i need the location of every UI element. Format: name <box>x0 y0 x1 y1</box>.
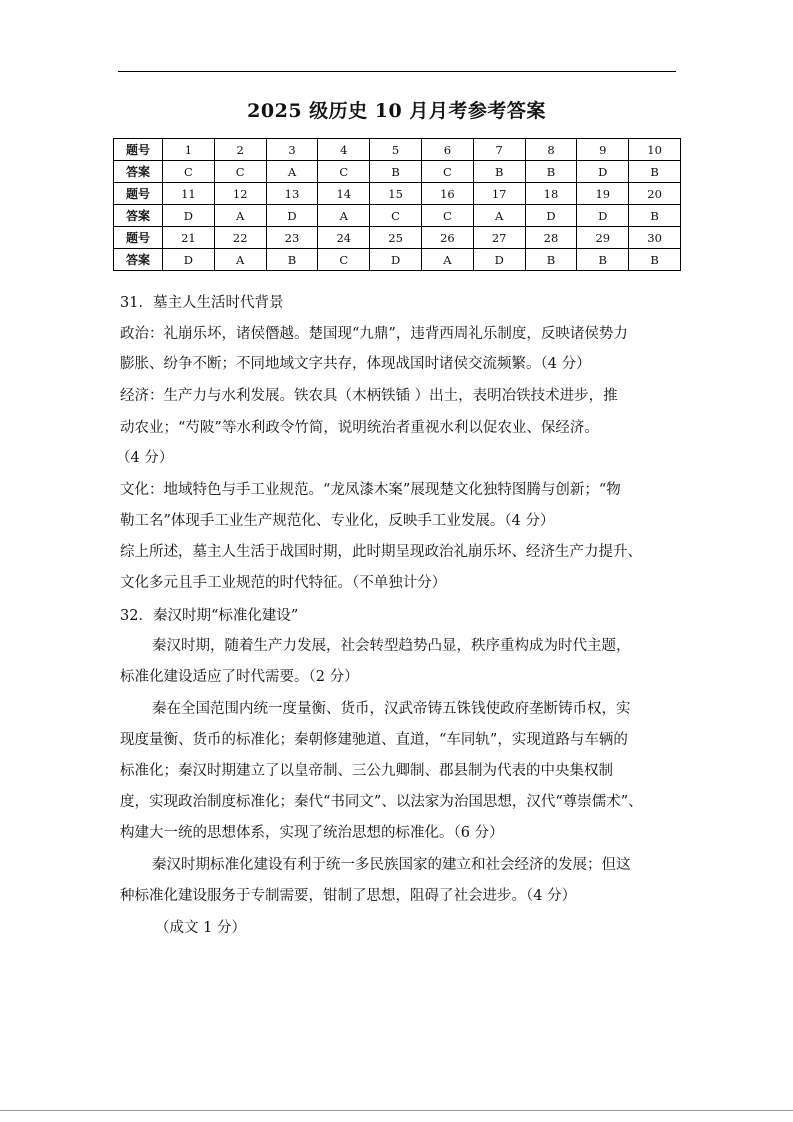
table-cell: 9 <box>577 139 629 161</box>
table-cell: 11 <box>163 183 215 205</box>
row-label-answer: 答案 <box>114 249 163 271</box>
q31-text-line: 经济：生产力与水利发展。铁农具（木柄铁锸 ）出土，表明冶铁技术进步，推 <box>120 388 618 404</box>
table-cell: 19 <box>577 183 629 205</box>
table-cell: 5 <box>370 139 422 161</box>
table-cell: 16 <box>421 183 473 205</box>
q32-text-line: 现度量衡、货币的标准化；秦朝修建驰道、直道，“车同轨”，实现道路与车辆的 <box>120 732 628 748</box>
q31-text-line: 勒工名”体现手工业生产规范化、专业化，反映手工业发展。（4 分） <box>120 513 555 529</box>
table-cell: C <box>318 249 370 271</box>
table-cell: 30 <box>629 227 681 249</box>
q31-text-line: 综上所述，墓主人生活于战国时期，此时期呈现政治礼崩乐坏、经济生产力提升、 <box>120 544 642 560</box>
table-row-numbers <box>114 183 681 205</box>
table-cell: C <box>421 161 473 183</box>
q32-text-line: （成文 1 分） <box>155 920 246 936</box>
q31-text-line: 膨胀、纷争不断；不同地域文字共存，体现战国时诸侯交流频繁。（4 分） <box>120 356 591 372</box>
table-cell: B <box>266 249 318 271</box>
row-label-answer: 答案 <box>114 205 163 227</box>
q32-text-line: 度，实现政治制度标准化；秦代“书同文”、以法家为治国思想，汉代“尊崇儒术”、 <box>120 794 643 810</box>
row-label-question: 题号 <box>114 227 163 249</box>
table-cell: D <box>525 205 577 227</box>
table-cell: 24 <box>318 227 370 249</box>
table-cell: A <box>266 161 318 183</box>
table-cell: 1 <box>163 139 215 161</box>
table-cell: C <box>421 205 473 227</box>
q31-text-line: 政治：礼崩乐坏，诸侯僭越。楚国现“九鼎”，违背西周礼乐制度，反映诸侯势力 <box>120 326 628 342</box>
q31-heading: 31．墓主人生活时代背景 <box>120 295 284 311</box>
table-cell: 25 <box>370 227 422 249</box>
table-cell: 8 <box>525 139 577 161</box>
table-cell: 22 <box>214 227 266 249</box>
table-cell: 10 <box>629 139 681 161</box>
q31-text-line: 文化：地域特色与手工业规范。“龙凤漆木案”展现楚文化独特图腾与创新；“物 <box>120 482 621 498</box>
page-title: 2025 级历史 10 月月考参考答案 <box>247 100 546 122</box>
table-row-answers <box>114 161 681 183</box>
table-cell: 7 <box>473 139 525 161</box>
table-row-numbers <box>114 139 681 161</box>
header-rule <box>118 71 676 72</box>
table-cell: 20 <box>629 183 681 205</box>
answer-table <box>113 138 681 271</box>
table-cell: 23 <box>266 227 318 249</box>
table-cell: 21 <box>163 227 215 249</box>
table-cell: 2 <box>214 139 266 161</box>
q32-text-line: 秦在全国范围内统一度量衡、货币，汉武帝铸五铢钱使政府垄断铸币权，实 <box>152 701 631 717</box>
table-row-answers <box>114 249 681 271</box>
table-cell: 12 <box>214 183 266 205</box>
table-cell: B <box>473 161 525 183</box>
row-label-question: 题号 <box>114 139 163 161</box>
q32-text-line: 标准化；秦汉时期建立了以皇帝制、三公九卿制、郡县制为代表的中央集权制 <box>120 763 613 779</box>
table-cell: D <box>163 249 215 271</box>
table-cell: 4 <box>318 139 370 161</box>
table-cell: C <box>163 161 215 183</box>
table-cell: B <box>577 249 629 271</box>
table-cell: A <box>421 249 473 271</box>
table-cell: 18 <box>525 183 577 205</box>
table-cell: B <box>629 205 681 227</box>
footer-rule <box>0 1110 793 1111</box>
table-cell: 26 <box>421 227 473 249</box>
table-cell: A <box>214 205 266 227</box>
table-cell: B <box>370 161 422 183</box>
q32-text-line: 种标准化建设服务于专制需要，钳制了思想，阻碍了社会进步。（4 分） <box>120 888 577 904</box>
table-row-numbers <box>114 227 681 249</box>
table-cell: D <box>163 205 215 227</box>
table-cell: C <box>214 161 266 183</box>
q32-text-line: 秦汉时期，随着生产力发展，社会转型趋势凸显，秩序重构成为时代主题， <box>152 638 631 654</box>
table-cell: D <box>266 205 318 227</box>
row-label-answer: 答案 <box>114 161 163 183</box>
q32-text-line: 秦汉时期标准化建设有利于统一多民族国家的建立和社会经济的发展；但这 <box>152 857 631 873</box>
q32-text-line: 标准化建设适应了时代需要。（2 分） <box>120 669 359 685</box>
table-row-answers <box>114 205 681 227</box>
table-cell: 6 <box>421 139 473 161</box>
table-cell: 14 <box>318 183 370 205</box>
table-cell: B <box>629 161 681 183</box>
table-cell: A <box>214 249 266 271</box>
table-cell: D <box>577 161 629 183</box>
table-cell: A <box>318 205 370 227</box>
table-cell: D <box>473 249 525 271</box>
table-cell: D <box>370 249 422 271</box>
table-cell: D <box>577 205 629 227</box>
q32-text-line: 构建大一统的思想体系，实现了统治思想的标准化。（6 分） <box>120 825 504 841</box>
q32-heading: 32．秦汉时期“标准化建设” <box>120 608 299 624</box>
q31-text-line: 文化多元且手工业规范的时代特征。（不单独计分） <box>120 575 447 591</box>
table-cell: 15 <box>370 183 422 205</box>
table-cell: 29 <box>577 227 629 249</box>
table-cell: C <box>370 205 422 227</box>
table-cell: A <box>473 205 525 227</box>
table-cell: 13 <box>266 183 318 205</box>
table-cell: 28 <box>525 227 577 249</box>
table-cell: B <box>629 249 681 271</box>
row-label-question: 题号 <box>114 183 163 205</box>
table-cell: 17 <box>473 183 525 205</box>
table-cell: B <box>525 161 577 183</box>
table-cell: 27 <box>473 227 525 249</box>
table-cell: 3 <box>266 139 318 161</box>
table-cell: B <box>525 249 577 271</box>
q31-text-line: 动农业；“芍陂”等水利政令竹简，说明统治者重视水利以促农业、保经济。 <box>120 420 599 436</box>
q31-text-line: （4 分） <box>116 450 174 466</box>
table-cell: C <box>318 161 370 183</box>
